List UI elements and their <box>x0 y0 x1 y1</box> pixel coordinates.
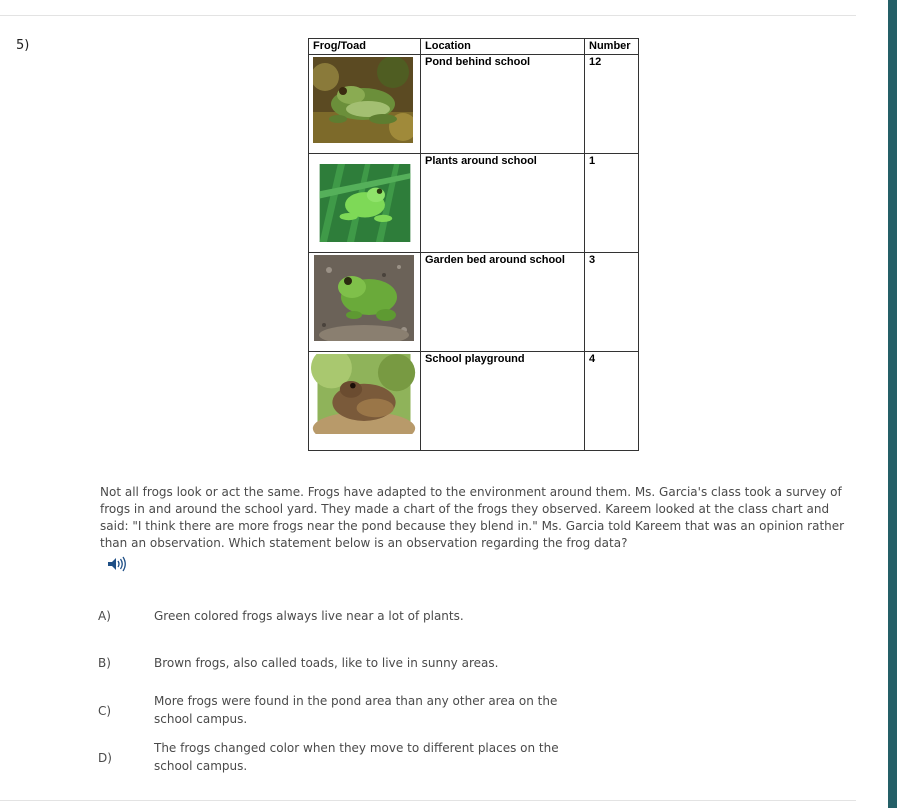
table-row <box>309 55 639 154</box>
speaker-icon[interactable] <box>107 556 127 572</box>
answer-option-b[interactable] <box>0 654 856 674</box>
frog-image-cell <box>309 154 421 253</box>
table-row <box>309 352 639 451</box>
answer-option-a[interactable] <box>0 607 856 627</box>
option-text: Green colored frogs always live near a lot of plants. <box>154 609 464 623</box>
header-location: Location <box>421 39 585 55</box>
option-text: The frogs changed color when they move to different places on the school campus. <box>154 741 559 773</box>
bottom-divider <box>0 800 856 801</box>
option-text: More frogs were found in the pond area than any other area on the school campus. <box>154 694 558 726</box>
location-cell: Pond behind school <box>421 55 585 154</box>
question-text: Not all frogs look or act the same. Frogs have adapted to the environment around them. Ms. Garcia's class took a survey of frogs in and around the school yard. They made a chart of the frogs they observed. Kareem looked at the class chart and said: "I think there are more frogs near the pond because they blend in." Ms. Garcia told Kareem that was an opinion rather than an observation. Which statement below is an observation regarding the frog data? <box>100 485 845 550</box>
option-letter: A) <box>98 609 111 623</box>
green-frog-soil-image <box>311 255 417 341</box>
header-number: Number <box>585 39 639 55</box>
location-cell: School playground <box>421 352 585 451</box>
green-tree-frog-image <box>313 164 417 242</box>
number-cell: 1 <box>585 154 639 253</box>
option-letter: D) <box>98 751 112 765</box>
number-cell: 3 <box>585 253 639 352</box>
frog-image-cell <box>309 253 421 352</box>
top-divider <box>0 15 856 16</box>
option-letter: C) <box>98 704 112 718</box>
frog-data-table <box>308 38 639 451</box>
answer-option-d[interactable] <box>0 739 856 777</box>
right-scrollbar[interactable] <box>888 0 897 808</box>
answer-option-c[interactable] <box>0 692 856 730</box>
frog-image-cell <box>309 55 421 154</box>
location-cell: Garden bed around school <box>421 253 585 352</box>
number-cell: 4 <box>585 352 639 451</box>
brown-toad-image <box>311 354 417 434</box>
table-row <box>309 154 639 253</box>
question-number: 5) <box>16 38 30 53</box>
table-row <box>309 253 639 352</box>
option-text: Brown frogs, also called toads, like to live in sunny areas. <box>154 656 499 670</box>
green-frog-moss-image <box>313 57 413 143</box>
number-cell: 12 <box>585 55 639 154</box>
header-frog-toad: Frog/Toad <box>309 39 421 55</box>
option-letter: B) <box>98 656 111 670</box>
location-cell: Plants around school <box>421 154 585 253</box>
frog-image-cell <box>309 352 421 451</box>
